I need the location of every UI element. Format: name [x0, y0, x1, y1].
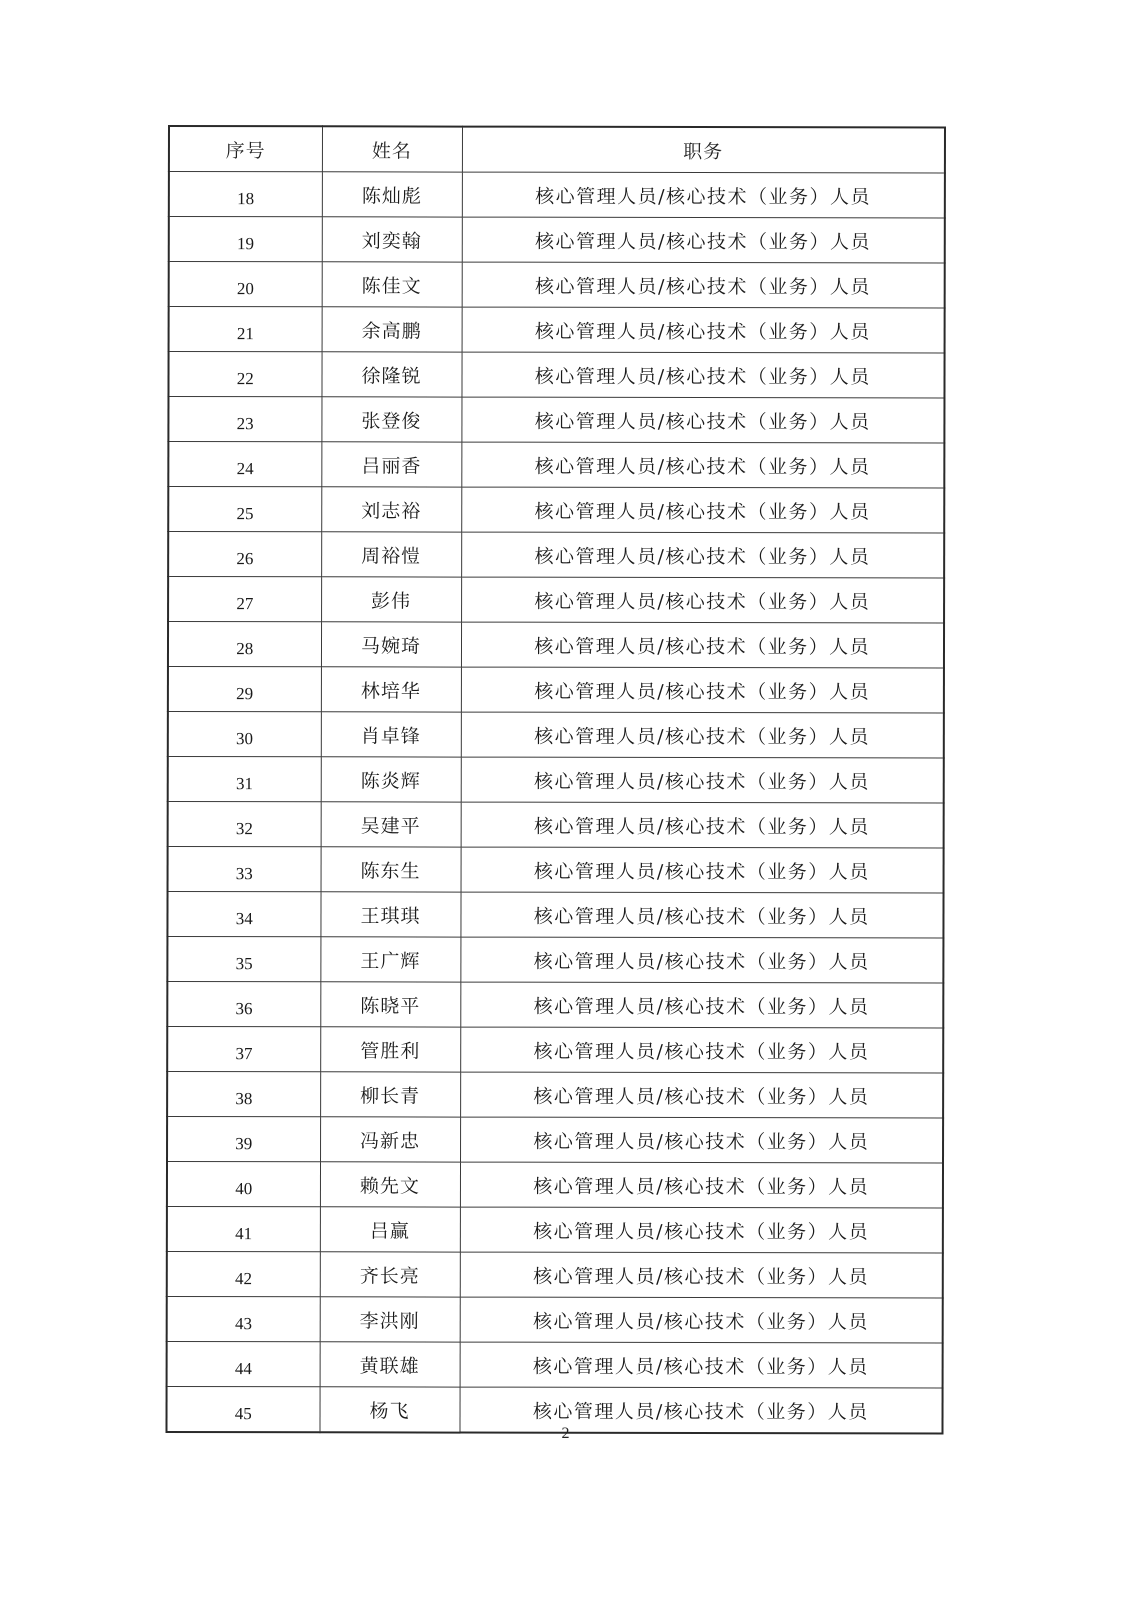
- position-cell: 核心管理人员/核心技术（业务）人员: [461, 847, 944, 893]
- personnel-table: [165, 125, 946, 1434]
- serial-number-cell: 35: [167, 937, 320, 982]
- name-cell: 柳长青: [320, 1072, 460, 1117]
- position-cell: 核心管理人员/核心技术（业务）人员: [461, 397, 944, 443]
- name-cell: 齐长亮: [320, 1252, 460, 1297]
- position-cell: 核心管理人员/核心技术（业务）人员: [459, 1387, 942, 1433]
- table-row: [167, 1206, 943, 1252]
- table-row: [168, 712, 944, 758]
- serial-number-cell: 37: [167, 1027, 320, 1072]
- table-body: [166, 172, 944, 1434]
- table-row: [167, 1296, 943, 1342]
- position-cell: 核心管理人员/核心技术（业务）人员: [460, 1072, 943, 1118]
- position-cell: 核心管理人员/核心技术（业务）人员: [460, 937, 943, 983]
- serial-number-cell: 45: [166, 1386, 319, 1432]
- header-name: 姓名: [322, 126, 462, 172]
- name-cell: 刘奕翰: [322, 217, 462, 262]
- position-cell: 核心管理人员/核心技术（业务）人员: [461, 757, 944, 803]
- table-row: [167, 982, 943, 1028]
- serial-number-cell: 23: [168, 397, 321, 442]
- serial-number-cell: 41: [167, 1206, 320, 1251]
- table-row: [168, 532, 944, 578]
- serial-number-cell: 40: [167, 1162, 320, 1207]
- position-cell: 核心管理人员/核心技术（业务）人员: [460, 1117, 943, 1163]
- position-cell: 核心管理人员/核心技术（业务）人员: [460, 1342, 943, 1388]
- position-cell: 核心管理人员/核心技术（业务）人员: [461, 532, 944, 578]
- serial-number-cell: 44: [167, 1341, 320, 1386]
- serial-number-cell: 34: [167, 892, 320, 937]
- serial-number-cell: 20: [169, 262, 322, 307]
- serial-number-cell: 31: [168, 757, 321, 802]
- serial-number-cell: 38: [167, 1072, 320, 1117]
- position-cell: 核心管理人员/核心技术（业务）人员: [462, 262, 945, 308]
- position-cell: 核心管理人员/核心技术（业务）人员: [462, 307, 945, 353]
- name-cell: 刘志裕: [321, 487, 461, 532]
- table-header: [169, 126, 945, 173]
- position-cell: 核心管理人员/核心技术（业务）人员: [460, 1297, 943, 1343]
- name-cell: 徐隆锐: [321, 352, 461, 397]
- name-cell: 管胜利: [320, 1027, 460, 1072]
- table-row: [167, 1072, 943, 1118]
- name-cell: 王琪琪: [320, 892, 460, 937]
- serial-number-cell: 25: [168, 487, 321, 532]
- table-row: [167, 937, 943, 983]
- serial-number-cell: 30: [168, 712, 321, 757]
- header-row: [169, 126, 945, 173]
- serial-number-cell: 28: [168, 622, 321, 667]
- name-cell: 黄联雄: [320, 1342, 460, 1387]
- name-cell: 张登俊: [321, 397, 461, 442]
- position-cell: 核心管理人员/核心技术（业务）人员: [460, 1207, 943, 1253]
- serial-number-cell: 39: [167, 1117, 320, 1162]
- name-cell: 李洪刚: [320, 1297, 460, 1342]
- table-row: [168, 667, 944, 713]
- personnel-table-wrapper: [165, 125, 944, 1434]
- position-cell: 核心管理人员/核心技术（业务）人员: [460, 892, 943, 938]
- serial-number-cell: 29: [168, 667, 321, 712]
- name-cell: 陈晓平: [320, 982, 460, 1027]
- position-cell: 核心管理人员/核心技术（业务）人员: [461, 802, 944, 848]
- name-cell: 周裕愷: [321, 532, 461, 577]
- name-cell: 陈炎辉: [321, 757, 461, 802]
- table-row: [168, 397, 944, 443]
- table-row: [168, 352, 944, 398]
- position-cell: 核心管理人员/核心技术（业务）人员: [460, 1027, 943, 1073]
- table-row: [168, 802, 944, 848]
- name-cell: 冯新忠: [320, 1117, 460, 1162]
- table-row: [167, 1027, 943, 1073]
- position-cell: 核心管理人员/核心技术（业务）人员: [460, 1162, 943, 1208]
- name-cell: 杨飞: [319, 1387, 459, 1433]
- table-row: [167, 1251, 943, 1297]
- serial-number-cell: 32: [168, 802, 321, 847]
- header-position: 职务: [462, 127, 945, 173]
- table-row: [169, 307, 945, 353]
- position-cell: 核心管理人员/核心技术（业务）人员: [461, 577, 944, 623]
- table-row: [169, 262, 945, 308]
- serial-number-cell: 33: [168, 847, 321, 892]
- table-row: [168, 487, 944, 533]
- position-cell: 核心管理人员/核心技术（业务）人员: [461, 712, 944, 758]
- table-row: [167, 1162, 943, 1208]
- position-cell: 核心管理人员/核心技术（业务）人员: [461, 352, 944, 398]
- table-row: [168, 442, 944, 488]
- name-cell: 吕丽香: [321, 442, 461, 487]
- serial-number-cell: 22: [168, 352, 321, 397]
- serial-number-cell: 27: [168, 577, 321, 622]
- serial-number-cell: 24: [168, 442, 321, 487]
- position-cell: 核心管理人员/核心技术（业务）人员: [460, 982, 943, 1028]
- name-cell: 陈东生: [321, 847, 461, 892]
- serial-number-cell: 43: [167, 1296, 320, 1341]
- position-cell: 核心管理人员/核心技术（业务）人员: [461, 442, 944, 488]
- name-cell: 马婉琦: [321, 622, 461, 667]
- table-row: [168, 757, 944, 803]
- position-cell: 核心管理人员/核心技术（业务）人员: [461, 487, 944, 533]
- name-cell: 赖先文: [320, 1162, 460, 1207]
- serial-number-cell: 26: [168, 532, 321, 577]
- name-cell: 王广辉: [320, 937, 460, 982]
- serial-number-cell: 36: [167, 982, 320, 1027]
- name-cell: 吕赢: [320, 1207, 460, 1252]
- table-row: [167, 1341, 943, 1387]
- name-cell: 吴建平: [321, 802, 461, 847]
- position-cell: 核心管理人员/核心技术（业务）人员: [461, 667, 944, 713]
- position-cell: 核心管理人员/核心技术（业务）人员: [461, 622, 944, 668]
- table-row: [168, 577, 944, 623]
- position-cell: 核心管理人员/核心技术（业务）人员: [462, 172, 945, 218]
- header-serial-number: 序号: [169, 126, 322, 172]
- position-cell: 核心管理人员/核心技术（业务）人员: [462, 217, 945, 263]
- name-cell: 肖卓锋: [321, 712, 461, 757]
- serial-number-cell: 21: [169, 307, 322, 352]
- name-cell: 彭伟: [321, 577, 461, 622]
- name-cell: 陈灿彪: [322, 172, 462, 217]
- table-row: [167, 892, 943, 938]
- serial-number-cell: 18: [169, 172, 322, 217]
- table-row: [167, 1117, 943, 1163]
- table-row: [168, 847, 944, 893]
- table-row: [169, 217, 945, 263]
- table-row: [168, 622, 944, 668]
- serial-number-cell: 42: [167, 1251, 320, 1296]
- position-cell: 核心管理人员/核心技术（业务）人员: [460, 1252, 943, 1298]
- serial-number-cell: 19: [169, 217, 322, 262]
- page-number: 2: [561, 1425, 570, 1442]
- table-row: [169, 172, 945, 218]
- name-cell: 陈佳文: [322, 262, 462, 307]
- name-cell: 余高鹏: [322, 307, 462, 352]
- name-cell: 林培华: [321, 667, 461, 712]
